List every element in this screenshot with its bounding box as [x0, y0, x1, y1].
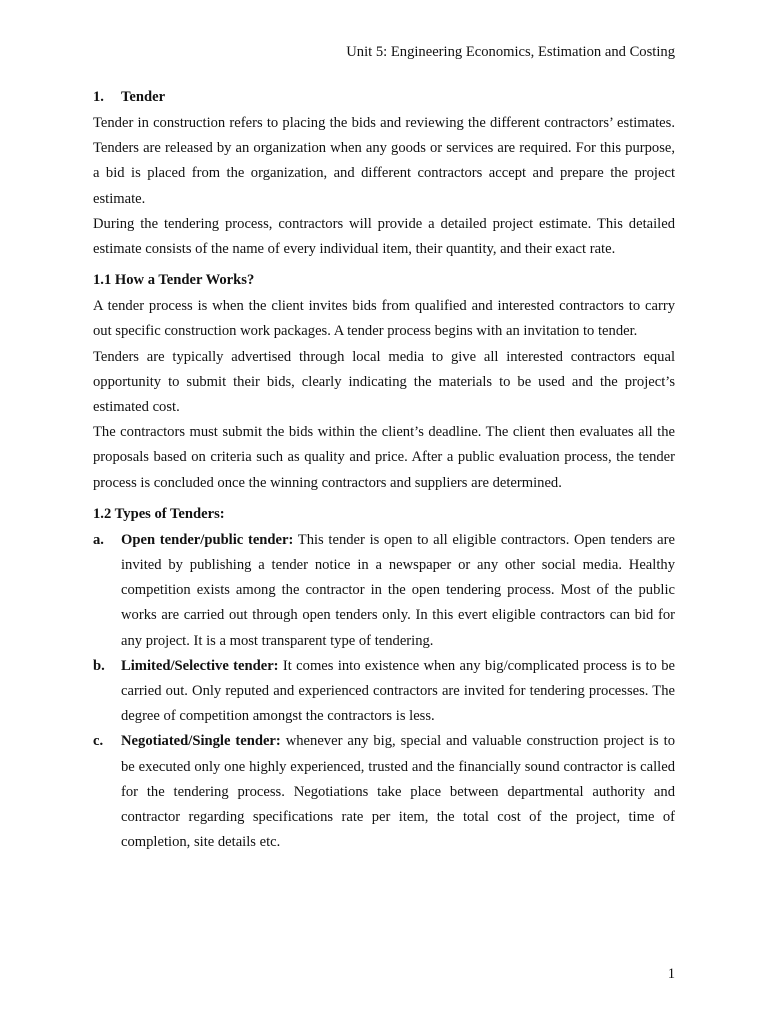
list-item-term: Open tender/public tender:	[121, 531, 294, 548]
section-number: 1.	[93, 89, 104, 105]
list-item-text: This tender is open to all eligible contractors. Open tenders are invited by publishing a tender notice in a newspaper or any other social media. Healthy competition exists among the contractor in the open tendering process. Most of the public works are carried out through open tenders only. In this evert eligible contractors can bid for any project. It is a most transparent type of tendering.	[121, 531, 675, 649]
running-header: Unit 5: Engineering Economics, Estimation and Costing	[346, 44, 675, 60]
page-number: 1	[667, 966, 675, 982]
list-item	[93, 729, 675, 855]
list-marker: b.	[93, 657, 105, 674]
tender-types-list	[93, 528, 675, 856]
list-item	[93, 528, 675, 654]
paragraph: Tender in construction refers to placing the bids and reviewing the different contractors’ estimates. Tenders are released by an organization when any goods or services are required. For this purpose, a bid is placed from the organization, and different contractors accept and prepare the project estimate.	[93, 115, 675, 207]
list-item-text: whenever any big, special and valuable construction project is to be executed only one highly experienced, trusted and the financially sound contractor is called for the tendering process. Negotiations take place between departmental authority and contractor regarding specifications rate per item, the total cost of the project, time of completion, site details etc.	[121, 733, 676, 851]
list-marker: c.	[93, 733, 104, 750]
page-content	[93, 86, 675, 855]
list-item	[93, 654, 675, 730]
paragraph: During the tendering process, contractors will provide a detailed project estimate. This detailed estimate consists of the name of every individual item, their quantity, and their exact rate.	[93, 215, 675, 258]
section-heading-tender	[93, 86, 675, 107]
paragraph: The contractors must submit the bids within the client’s deadline. The client then evaluates all the proposals based on criteria such as quality and price. After a public evaluation process, the tender process is concluded once the winning contractors and suppliers are determined.	[93, 424, 675, 491]
list-item-text: It comes into existence when any big/complicated process is to be carried out. Only reputed and experienced contractors are invited for tendering processes. The degree of competition amongst the contractors is less.	[121, 657, 675, 725]
list-item-term: Limited/Selective tender:	[121, 657, 279, 674]
paragraph: Tenders are typically advertised through local media to give all interested contractors equal opportunity to submit their bids, clearly indicating the materials to be used and the project’s estimated cost.	[93, 348, 675, 416]
section-heading-types-of-tenders: 1.2 Types of Tenders:	[93, 505, 225, 522]
section-title: Tender	[121, 89, 166, 105]
section-heading-how-tender-works: 1.1 How a Tender Works?	[93, 272, 255, 289]
list-item-term: Negotiated/Single tender:	[121, 733, 281, 750]
paragraph: A tender process is when the client invites bids from qualified and interested contractors to carry out specific construction work packages. A tender process begins with an invitation to tender.	[93, 298, 675, 340]
list-marker: a.	[93, 531, 104, 548]
